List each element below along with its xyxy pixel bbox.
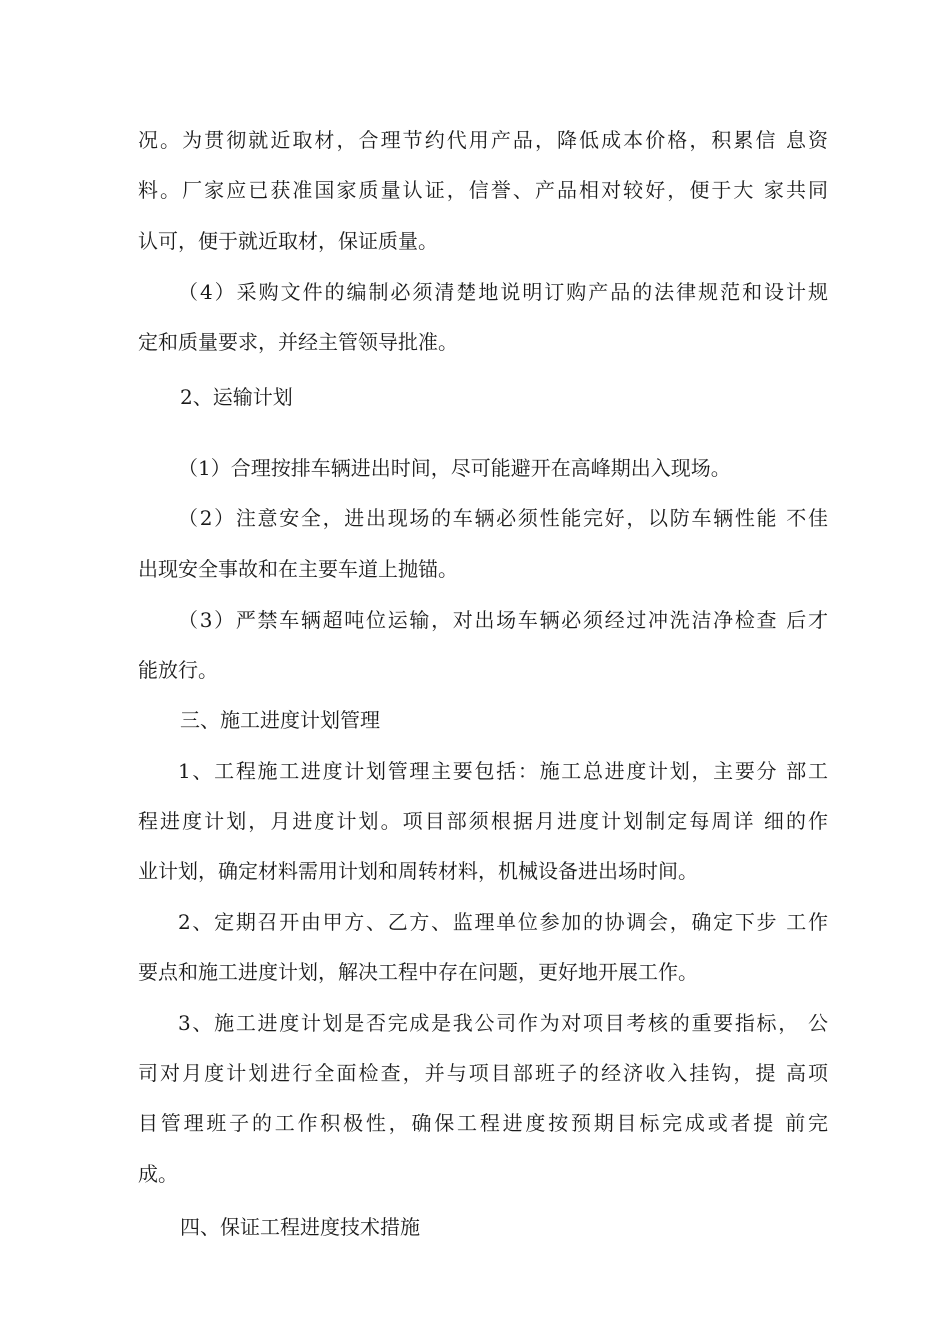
paragraph-line: 定和质量要求，并经主管领导批准。	[138, 330, 458, 354]
section-heading: 三、施工进度计划管理	[180, 708, 380, 732]
paragraph-line: 认可，便于就近取材，保证质量。	[138, 229, 438, 253]
paragraph-line: （4）采购文件的编制必须清楚地说明订购产品的法律规范和设计规	[178, 280, 828, 304]
section-heading: 四、保证工程进度技术措施	[180, 1215, 420, 1239]
paragraph-line: 1、工程施工进度计划管理主要包括：施工总进度计划，主要分 部工	[178, 759, 828, 783]
paragraph-line: 3、施工进度计划是否完成是我公司作为对项目考核的重要指标， 公	[178, 1011, 828, 1035]
paragraph-line: （3）严禁车辆超吨位运输，对出场车辆必须经过冲洗洁净检查 后才	[178, 608, 828, 632]
paragraph-line: 司对月度计划进行全面检查，并与项目部班子的经济收入挂钩，提 高项	[138, 1061, 828, 1085]
paragraph-line: 料。厂家应已获准国家质量认证，信誉、产品相对较好，便于大 家共同	[138, 178, 828, 202]
paragraph-line: 目管理班子的工作积极性，确保工程进度按预期目标完成或者提 前完	[138, 1111, 828, 1135]
paragraph-line: 成。	[138, 1162, 178, 1186]
paragraph-line: 能放行。	[138, 658, 218, 682]
paragraph-line: 业计划，确定材料需用计划和周转材料，机械设备进出场时间。	[138, 859, 698, 883]
paragraph-line: 况。为贯彻就近取材，合理节约代用产品，降低成本价格，积累信 息资	[138, 128, 828, 152]
paragraph-line: 出现安全事故和在主要车道上抛锚。	[138, 557, 458, 581]
paragraph-line: 程进度计划，月进度计划。项目部须根据月进度计划制定每周详 细的作	[138, 809, 828, 833]
paragraph-line: （2）注意安全，进出现场的车辆必须性能完好，以防车辆性能 不佳	[178, 506, 828, 530]
section-heading: 2、运输计划	[180, 385, 293, 409]
paragraph-line: 2、定期召开由甲方、乙方、监理单位参加的协调会，确定下步 工作	[178, 910, 828, 934]
paragraph-line: （1）合理按排车辆进出时间，尽可能避开在高峰期出入现场。	[178, 456, 731, 480]
paragraph-line: 要点和施工进度计划，解决工程中存在问题，更好地开展工作。	[138, 960, 698, 984]
